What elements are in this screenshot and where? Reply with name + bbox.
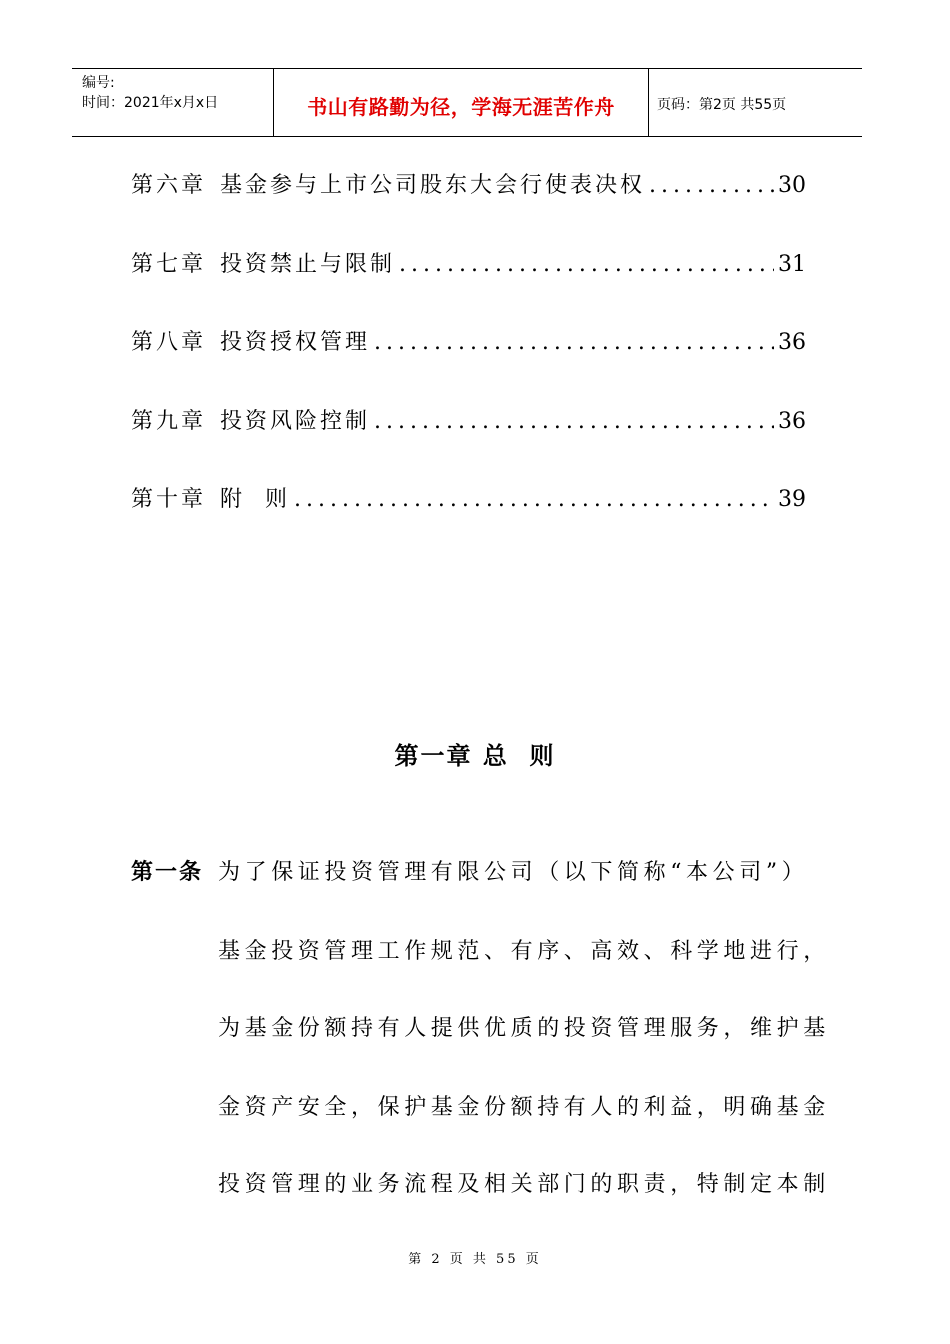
toc-leader-dots bbox=[374, 409, 774, 434]
toc-title: 投资风险控制 bbox=[220, 409, 371, 434]
toc-chapter: 第六章 bbox=[131, 173, 207, 198]
toc-page-number: 39 bbox=[778, 487, 806, 512]
toc-page-number: 36 bbox=[778, 409, 806, 434]
toc-title: 基金参与上市公司股东大会行使表决权 bbox=[220, 173, 646, 198]
chapter-heading: 第一章 总 则 bbox=[394, 742, 556, 770]
toc-page-number: 36 bbox=[778, 330, 806, 355]
header-page-number: 页码：第2页 共55页 bbox=[657, 97, 787, 113]
toc-page-number: 30 bbox=[778, 173, 806, 198]
toc-title: 附 则 bbox=[220, 487, 291, 512]
toc-leader-dots bbox=[649, 173, 774, 198]
toc-entry[interactable] bbox=[131, 247, 806, 281]
toc-leader-dots bbox=[399, 252, 774, 277]
toc-chapter: 第九章 bbox=[131, 409, 207, 434]
toc-leader-dots bbox=[294, 487, 774, 512]
header-page-cell bbox=[649, 69, 862, 136]
article-line: 金资产安全，保护基金份额持有人的利益，明确基金 bbox=[218, 1095, 830, 1120]
toc-title: 投资授权管理 bbox=[220, 330, 371, 355]
toc-chapter: 第八章 bbox=[131, 330, 207, 355]
toc-chapter: 第十章 bbox=[131, 487, 207, 512]
document-time-label: 时间：2021年x月x日 bbox=[82, 95, 219, 111]
page-header bbox=[72, 68, 862, 137]
toc-title: 投资禁止与限制 bbox=[220, 252, 396, 277]
page-footer: 第 2 页 共 55 页 bbox=[408, 1252, 542, 1267]
article-line: 投资管理的业务流程及相关部门的职责，特制定本制 bbox=[218, 1172, 830, 1197]
article-line: 为了保证投资管理有限公司（以下简称“本公司”） bbox=[218, 860, 809, 885]
toc-entry[interactable] bbox=[131, 325, 806, 359]
article-line: 基金投资管理工作规范、有序、高效、科学地进行， bbox=[218, 939, 830, 964]
toc-chapter: 第七章 bbox=[131, 252, 207, 277]
toc-entry[interactable] bbox=[131, 404, 806, 438]
document-number-label: 编号: bbox=[82, 75, 115, 91]
toc-entry[interactable] bbox=[131, 482, 806, 516]
toc-page-number: 31 bbox=[778, 252, 806, 277]
header-motto-cell bbox=[274, 69, 649, 136]
article-label: 第一条 bbox=[131, 860, 204, 885]
article-line: 为基金份额持有人提供优质的投资管理服务，维护基 bbox=[218, 1016, 830, 1041]
toc-entry[interactable] bbox=[131, 168, 806, 202]
toc-leader-dots bbox=[374, 330, 774, 355]
header-motto: 书山有路勤为径，学海无涯苦作舟 bbox=[307, 95, 615, 119]
header-meta-cell bbox=[72, 69, 274, 136]
